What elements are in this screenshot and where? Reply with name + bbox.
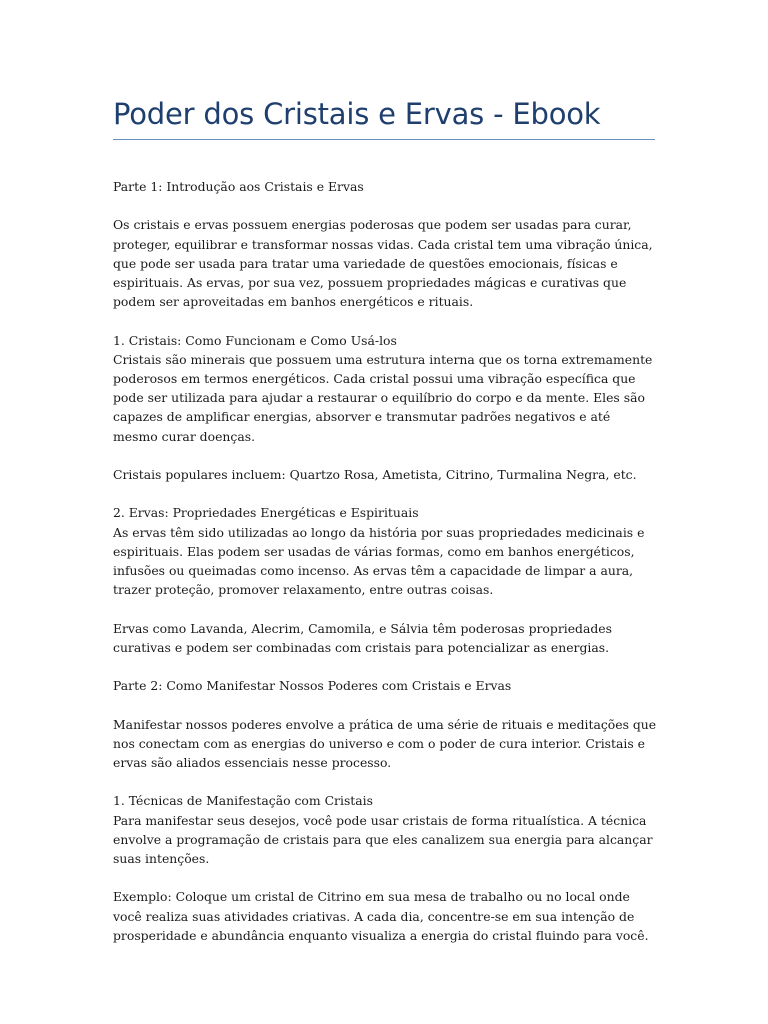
subsection-heading: 1. Cristais: Como Funcionam e Como Usá-los — [113, 332, 397, 348]
paragraph: Exemplo: Coloque um cristal de Citrino em sua mesa de trabalho ou no local onde você realiza suas atividades criativas. A cada dia, concentre-se em sua intenção de prosperidade e abundância enquanto visualiza a energia do cristal fluindo para você. — [113, 889, 649, 943]
section-heading: Parte 2: Como Manifestar Nossos Poderes com Cristais e Ervas — [113, 678, 512, 694]
document-title: Poder dos Cristais e Ervas - Ebook — [113, 97, 601, 131]
paragraph: As ervas têm sido utilizadas ao longo da história por suas propriedades medicinais e espirituais. Elas podem ser usadas de várias formas, como em banhos energéticos, infusões ou queimadas como incenso. As ervas têm a capacidade de limpar a aura, trazer proteção, promover relaxamento, entre outras coisas. — [113, 524, 645, 598]
title-underline — [113, 139, 655, 140]
paragraph: Manifestar nossos poderes envolve a prática de uma série de rituais e meditações que nos conectam com as energias do universo e com o poder de cura interior. Cristais e ervas são aliados essenciais nesse processo. — [113, 716, 657, 770]
subsection-heading: 2. Ervas: Propriedades Energéticas e Espirituais — [113, 505, 419, 521]
subsection-heading: 1. Técnicas de Manifestação com Cristais — [113, 793, 373, 809]
paragraph: Cristais populares incluem: Quartzo Rosa, Ametista, Citrino, Turmalina Negra, etc. — [113, 467, 637, 482]
paragraph: Cristais são minerais que possuem uma estrutura interna que os torna extremamente poderosos em termos energéticos. Cada cristal possui uma vibração específica que pode ser utilizada para ajudar a restaurar o equilíbrio do corpo e da mente. Eles são capazes de amplificar energias, absorver e transmutar padrões negativos e até mesmo curar doenças. — [113, 351, 653, 444]
section-heading: Parte 1: Introdução aos Cristais e Ervas — [113, 179, 364, 194]
paragraph: Para manifestar seus desejos, você pode usar cristais de forma ritualística. A técnica envolve a programação de cristais para que eles canalizem sua energia para alcançar suas intenções. — [113, 812, 653, 866]
document-body — [113, 177, 658, 964]
paragraph: Ervas como Lavanda, Alecrim, Camomila, e Sálvia têm poderosas propriedades curativas e podem ser combinadas com cristais para potencializar as energias. — [113, 620, 612, 655]
paragraph: Os cristais e ervas possuem energias poderosas que podem ser usadas para curar, proteger, equilibrar e transformar nossas vidas. Cada cristal tem uma vibração única, que pode ser usada para tratar uma variedade de questões emocionais, físicas e espirituais. As ervas, por sua vez, possuem propriedades mágicas e curativas que podem ser aproveitadas em banhos energéticos e rituais. — [113, 217, 653, 310]
